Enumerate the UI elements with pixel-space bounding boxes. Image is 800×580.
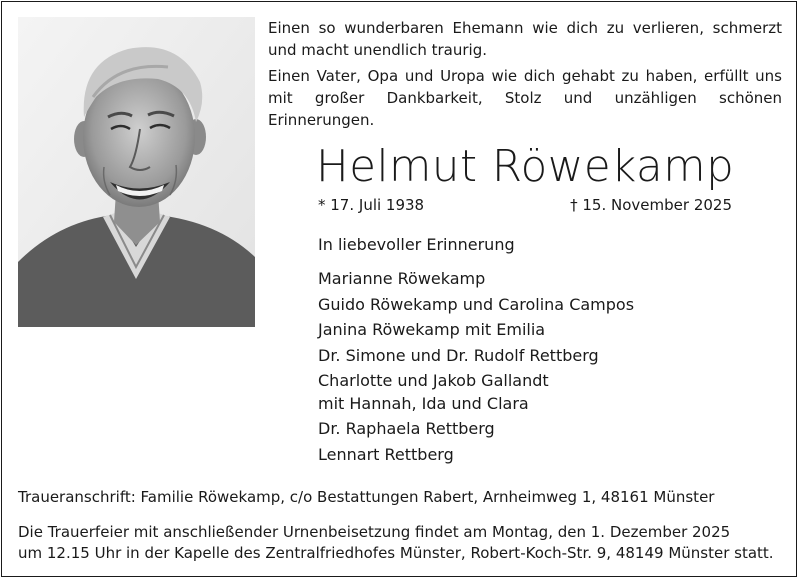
family-member <box>318 294 634 317</box>
ceremony-line-1: Die Trauerfeier mit anschließender Urnenbeisetzung findet am Montag, den 1. Dezember 2025 <box>18 523 731 541</box>
family-member-line: mit Hannah, Ida und Clara <box>318 393 529 413</box>
intro-text <box>268 17 782 131</box>
family-member <box>318 268 634 291</box>
death-date: † 15. November 2025 <box>570 196 732 214</box>
portrait-photo <box>18 17 255 327</box>
ceremony-line-2: um 12.15 Uhr in der Kapelle des Zentralfriedhofes Münster, Robert-Koch-Str. 9, 48149 Münster statt. <box>18 544 774 562</box>
deceased-name: Helmut Röwekamp <box>316 142 735 192</box>
family-member-line: Charlotte und Jakob Gallandt <box>318 371 549 390</box>
family-member-line: Dr. Raphaela Rettberg <box>318 419 495 438</box>
ceremony-info <box>18 522 780 564</box>
family-member <box>318 345 634 368</box>
family-member <box>318 418 634 441</box>
family-member-line: Dr. Simone und Dr. Rudolf Rettberg <box>318 345 599 365</box>
family-member <box>318 370 634 415</box>
family-member-line: Guido Röwekamp und Carolina Campos <box>318 294 635 314</box>
portrait-image <box>18 17 255 327</box>
intro-paragraph-1: Einen so wunderbaren Ehemann wie dich zu verlieren, schmerzt und macht unendlich traurig. <box>268 19 782 59</box>
remembrance-heading: In liebevoller Erinnerung <box>318 235 515 254</box>
family-member-line: Marianne Röwekamp <box>318 269 486 288</box>
family-list <box>318 268 634 469</box>
mourning-address: Traueranschrift: Familie Röwekamp, c/o Bestattungen Rabert, Arnheimweg 1, 48161 Münster <box>18 488 715 506</box>
intro-paragraph-2: Einen Vater, Opa und Uropa wie dich gehabt zu haben, erfüllt uns mit großer Dankbarkeit, Stolz und unzähligen schönen Erinnerungen. <box>268 67 782 129</box>
birth-date: * 17. Juli 1938 <box>318 196 425 214</box>
family-member <box>318 444 634 467</box>
family-member <box>318 319 634 342</box>
family-member-line: Lennart Rettberg <box>318 444 454 464</box>
family-member-line: Janina Röwekamp mit Emilia <box>318 320 546 339</box>
